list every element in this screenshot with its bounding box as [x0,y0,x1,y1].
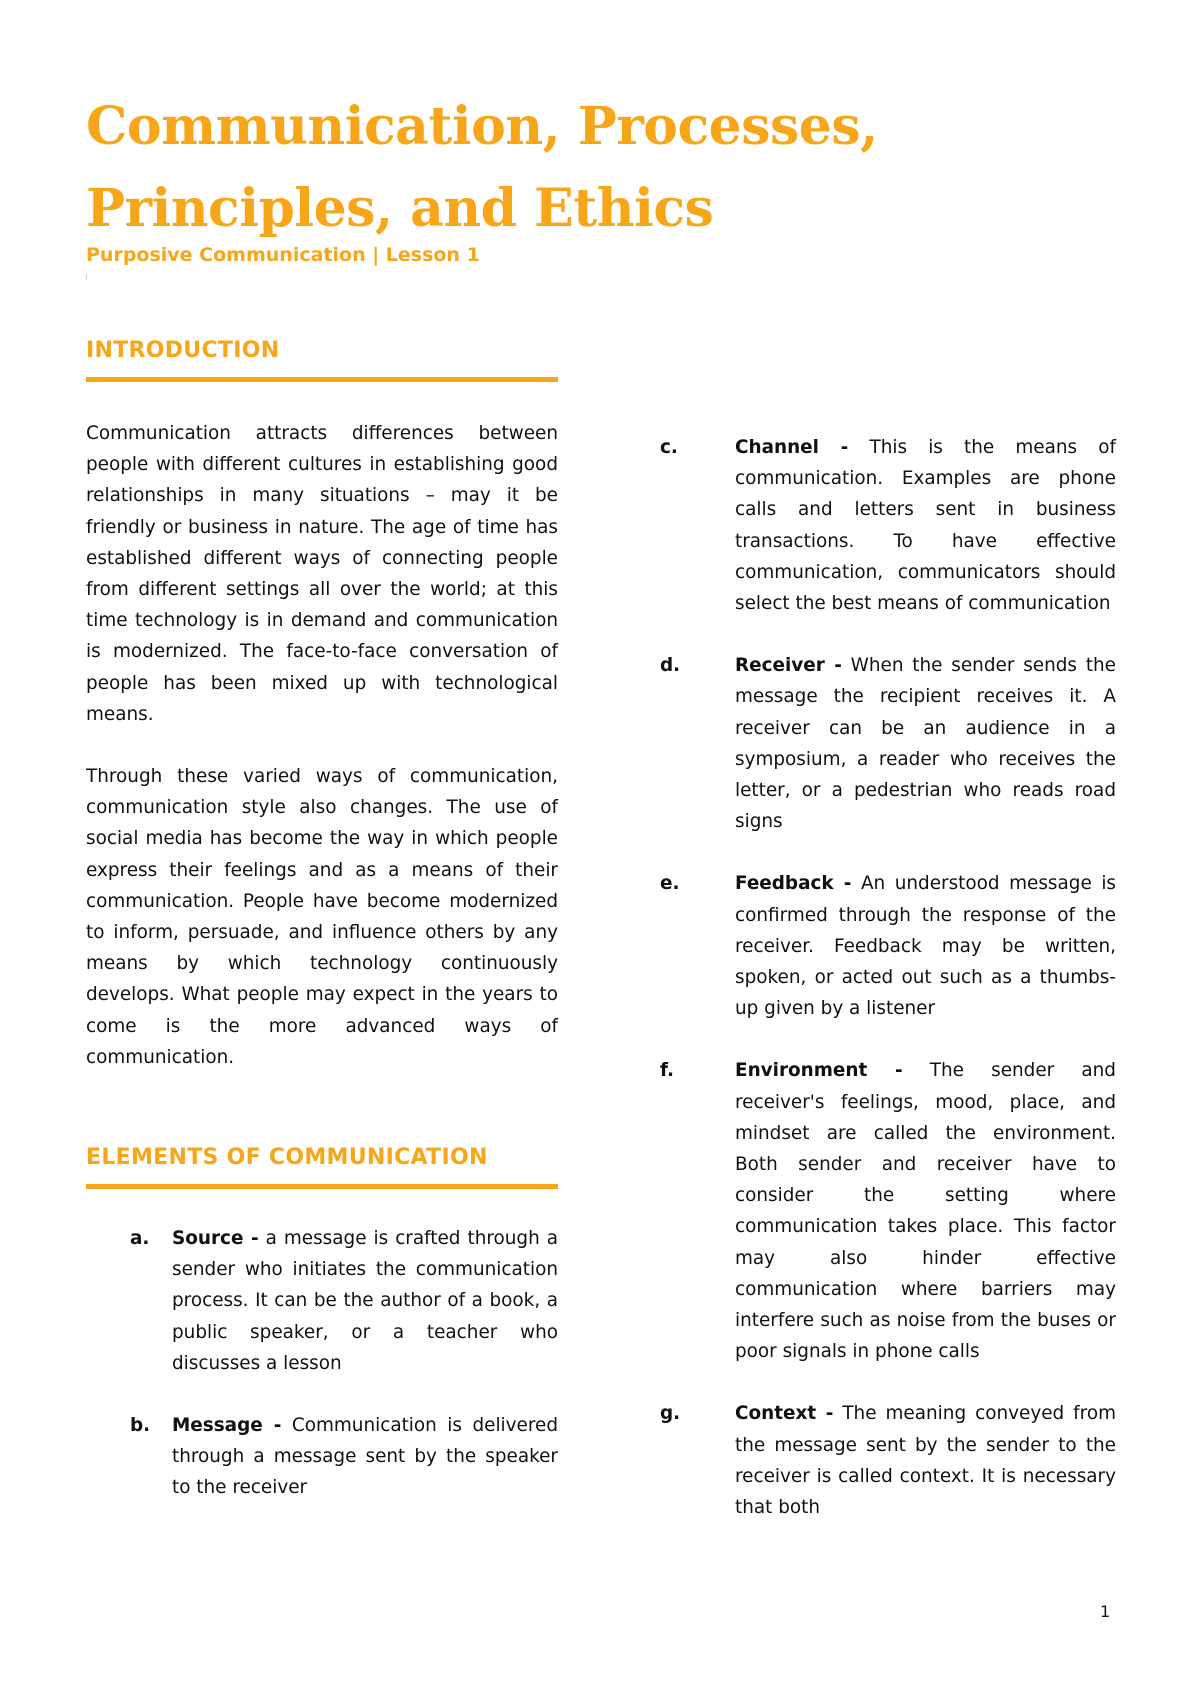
element-term: Environment - [735,1060,903,1082]
element-term: Context - [735,1403,834,1425]
element-item-feedback [660,868,1116,1024]
element-term: Channel - [735,437,849,458]
right-column [660,432,1116,1523]
element-letter: a. [130,1228,150,1250]
element-term: Message - [172,1415,282,1437]
element-letter: g. [660,1403,681,1425]
element-term: Feedback - [735,873,852,895]
element-letter: c. [660,437,678,458]
element-letter: b. [130,1415,151,1437]
element-item-message [130,1410,558,1504]
element-term: Source - [172,1228,259,1250]
page-title: Communication, Processes, Principles, and Ethics [86,96,878,239]
intro-paragraph: Through these varied ways of communication, communication style also changes. The use of social media has become the way in which people express their feelings and as a means of their communication. People have become modernized to inform, persuade, and influence others by any means by which technology continuously develops. What people may expect in the years to come is the more advanced ways of communication. [86,766,558,1068]
element-letter: d. [660,655,681,677]
element-description: When the sender sends the message the recipient receives it. A receiver can be an audience in a symposium, a reader who receives the letter, or a pedestrian who reads road signs [735,655,1116,833]
elements-heading: ELEMENTS OF COMMUNICATION [86,1145,488,1171]
elements-list-left [86,1223,558,1504]
element-description: This is the means of communication. Examples are phone calls and letters sent in business transactions. To have effective communication, communicators should select the best means of communication [735,437,1116,615]
page-subtitle: Purposive Communication | Lesson 1 [86,244,480,266]
decorative-tick [86,274,87,280]
intro-paragraph: Communication attracts differences between people with different cultures in establishing good relationships in many situations – may it be friendly or business in nature. The age of time has established different ways of connecting people from different settings all over the world; at this time technology is in demand and communication is modernized. The face-to-face conversation of people has been mixed up with technological means. [86,423,558,725]
element-item-channel [660,432,1116,619]
elements-list-right [660,432,1116,1523]
page-number: 1 [1100,1602,1111,1621]
element-item-receiver [660,650,1116,837]
introduction-heading: INTRODUCTION [86,338,280,363]
element-item-environment [660,1055,1116,1367]
element-description: a message is crafted through a sender who initiates the communication process. It can be the author of a book, a public speaker, or a teacher who discusses a lesson [172,1228,559,1374]
left-column [86,338,558,1504]
element-description: An understood message is confirmed through the response of the receiver. Feedback may be written, spoken, or acted out such as a thumbs-up given by a listener [735,873,1117,1020]
element-term: Receiver - [735,655,842,677]
element-description: The sender and receiver's feelings, mood, place, and mindset are called the environment. Both sender and receiver have to consider the setting where communication takes place. This factor may also hinder effective communication where barriers may interfere such as noise from the buses or poor signals in phone calls [735,1060,1116,1363]
element-item-context [660,1398,1116,1523]
element-description: Communication is delivered through a message sent by the speaker to the receiver [172,1415,559,1499]
element-letter: e. [660,873,680,895]
element-description: The meaning conveyed from the message sent by the sender to the receiver is called context. It is necessary that both [735,1403,1116,1519]
element-letter: f. [660,1060,674,1082]
element-item-source [130,1223,558,1379]
